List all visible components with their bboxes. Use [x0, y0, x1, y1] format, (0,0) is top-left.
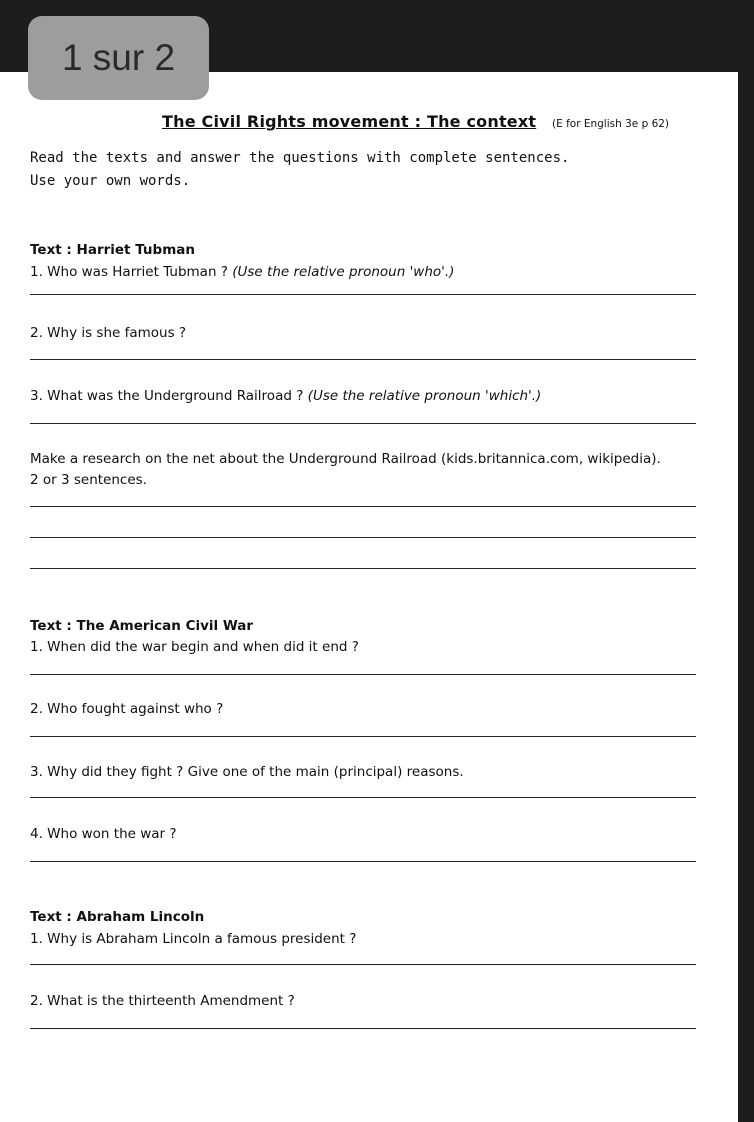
- question: [30, 264, 454, 280]
- textbook-reference: (E for English 3e p 62): [552, 118, 670, 130]
- answer-line: [30, 537, 696, 538]
- question: 2. Who fought against who ?: [30, 701, 224, 717]
- page-indicator-badge: 1 sur 2: [28, 16, 209, 100]
- instruction-line: Use your own words.: [30, 173, 191, 189]
- question: 2. Why is she famous ?: [30, 325, 187, 341]
- instruction-line: Read the texts and answer the questions with complete sentences.: [30, 150, 570, 166]
- answer-line: [30, 359, 696, 360]
- question: 3. Why did they fight ? Give one of the main (principal) reasons.: [30, 764, 464, 780]
- answer-line: [30, 423, 696, 424]
- answer-line: [30, 797, 696, 798]
- answer-line: [30, 964, 696, 965]
- question: 1. Why is Abraham Lincoln a famous president ?: [30, 931, 357, 947]
- answer-line: [30, 674, 696, 675]
- answer-line: [30, 1028, 696, 1029]
- worksheet-title: The Civil Rights movement : The context: [162, 112, 537, 131]
- answer-line: [30, 506, 696, 507]
- question-text: 3. What was the Underground Railroad ?: [30, 388, 308, 404]
- section-heading-abraham-lincoln: Text : Abraham Lincoln: [30, 909, 205, 925]
- question: 1. When did the war begin and when did it end ?: [30, 639, 359, 655]
- worksheet-page: [0, 72, 738, 1122]
- question-hint: (Use the relative pronoun 'which'.): [307, 388, 542, 404]
- answer-line: [30, 736, 696, 737]
- answer-line: [30, 861, 696, 862]
- question: 2. What is the thirteenth Amendment ?: [30, 993, 295, 1009]
- answer-line: [30, 294, 696, 295]
- research-instruction: 2 or 3 sentences.: [30, 472, 147, 488]
- question: [30, 388, 541, 404]
- question-text: 1. Who was Harriet Tubman ?: [30, 264, 233, 280]
- research-instruction: Make a research on the net about the Underground Railroad (kids.britannica.com, wikipedia).: [30, 451, 661, 467]
- question: 4. Who won the war ?: [30, 826, 177, 842]
- question-hint: (Use the relative pronoun 'who'.): [232, 264, 455, 280]
- answer-line: [30, 568, 696, 569]
- section-heading-harriet-tubman: Text : Harriet Tubman: [30, 242, 195, 258]
- section-heading-civil-war: Text : The American Civil War: [30, 618, 254, 634]
